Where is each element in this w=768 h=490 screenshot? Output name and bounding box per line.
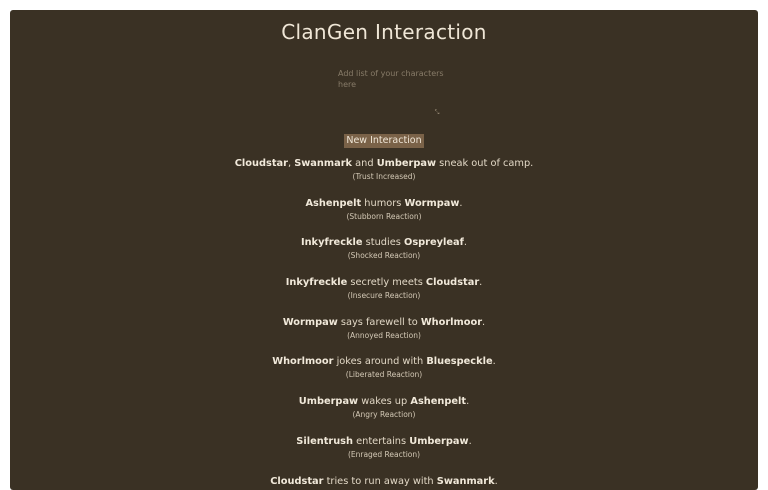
- reaction-label: (Stubborn Reaction): [10, 211, 758, 222]
- interaction-text: Whorlmoor jokes around with Bluespeckle.: [10, 355, 758, 369]
- interaction-text: Wormpaw says farewell to Whorlmoor.: [10, 316, 758, 330]
- main-panel: [10, 10, 758, 490]
- interaction-item: [10, 355, 758, 395]
- reaction-label: (Annoyed Reaction): [10, 330, 758, 341]
- reaction-label: (Insecure Reaction): [10, 290, 758, 301]
- interaction-item: [10, 475, 758, 490]
- interaction-list: [10, 157, 758, 490]
- page-title: ClanGen Interaction: [10, 20, 758, 44]
- reaction-label: (Trust Increased): [10, 171, 758, 182]
- interaction-text: Inkyfreckle studies Ospreyleaf.: [10, 236, 758, 250]
- interaction-text: Cloudstar, Swanmark and Umberpaw sneak out of camp.: [10, 157, 758, 171]
- interaction-text: Ashenpelt humors Wormpaw.: [10, 197, 758, 211]
- interaction-item: [10, 197, 758, 237]
- interaction-text: Cloudstar tries to run away with Swanmark.: [10, 475, 758, 489]
- interaction-text: Inkyfreckle secretly meets Cloudstar.: [10, 276, 758, 290]
- interaction-text: Silentrush entertains Umberpaw.: [10, 435, 758, 449]
- reaction-label: (Liberated Reaction): [10, 369, 758, 380]
- interaction-item: [10, 435, 758, 475]
- reaction-label: (Shocked Reaction): [10, 250, 758, 261]
- reaction-label: (Enraged Reaction): [10, 449, 758, 460]
- interaction-item: [10, 236, 758, 276]
- interaction-item: [10, 276, 758, 316]
- resize-handle-icon[interactable]: ⤡: [434, 110, 440, 116]
- interaction-item: [10, 157, 758, 197]
- interaction-item: [10, 316, 758, 356]
- interaction-text: Umberpaw wakes up Ashenpelt.: [10, 395, 758, 409]
- characters-input[interactable]: [335, 65, 447, 125]
- reaction-label: (Angry Reaction): [10, 409, 758, 420]
- interaction-item: [10, 395, 758, 435]
- new-interaction-button[interactable]: New Interaction: [344, 134, 424, 148]
